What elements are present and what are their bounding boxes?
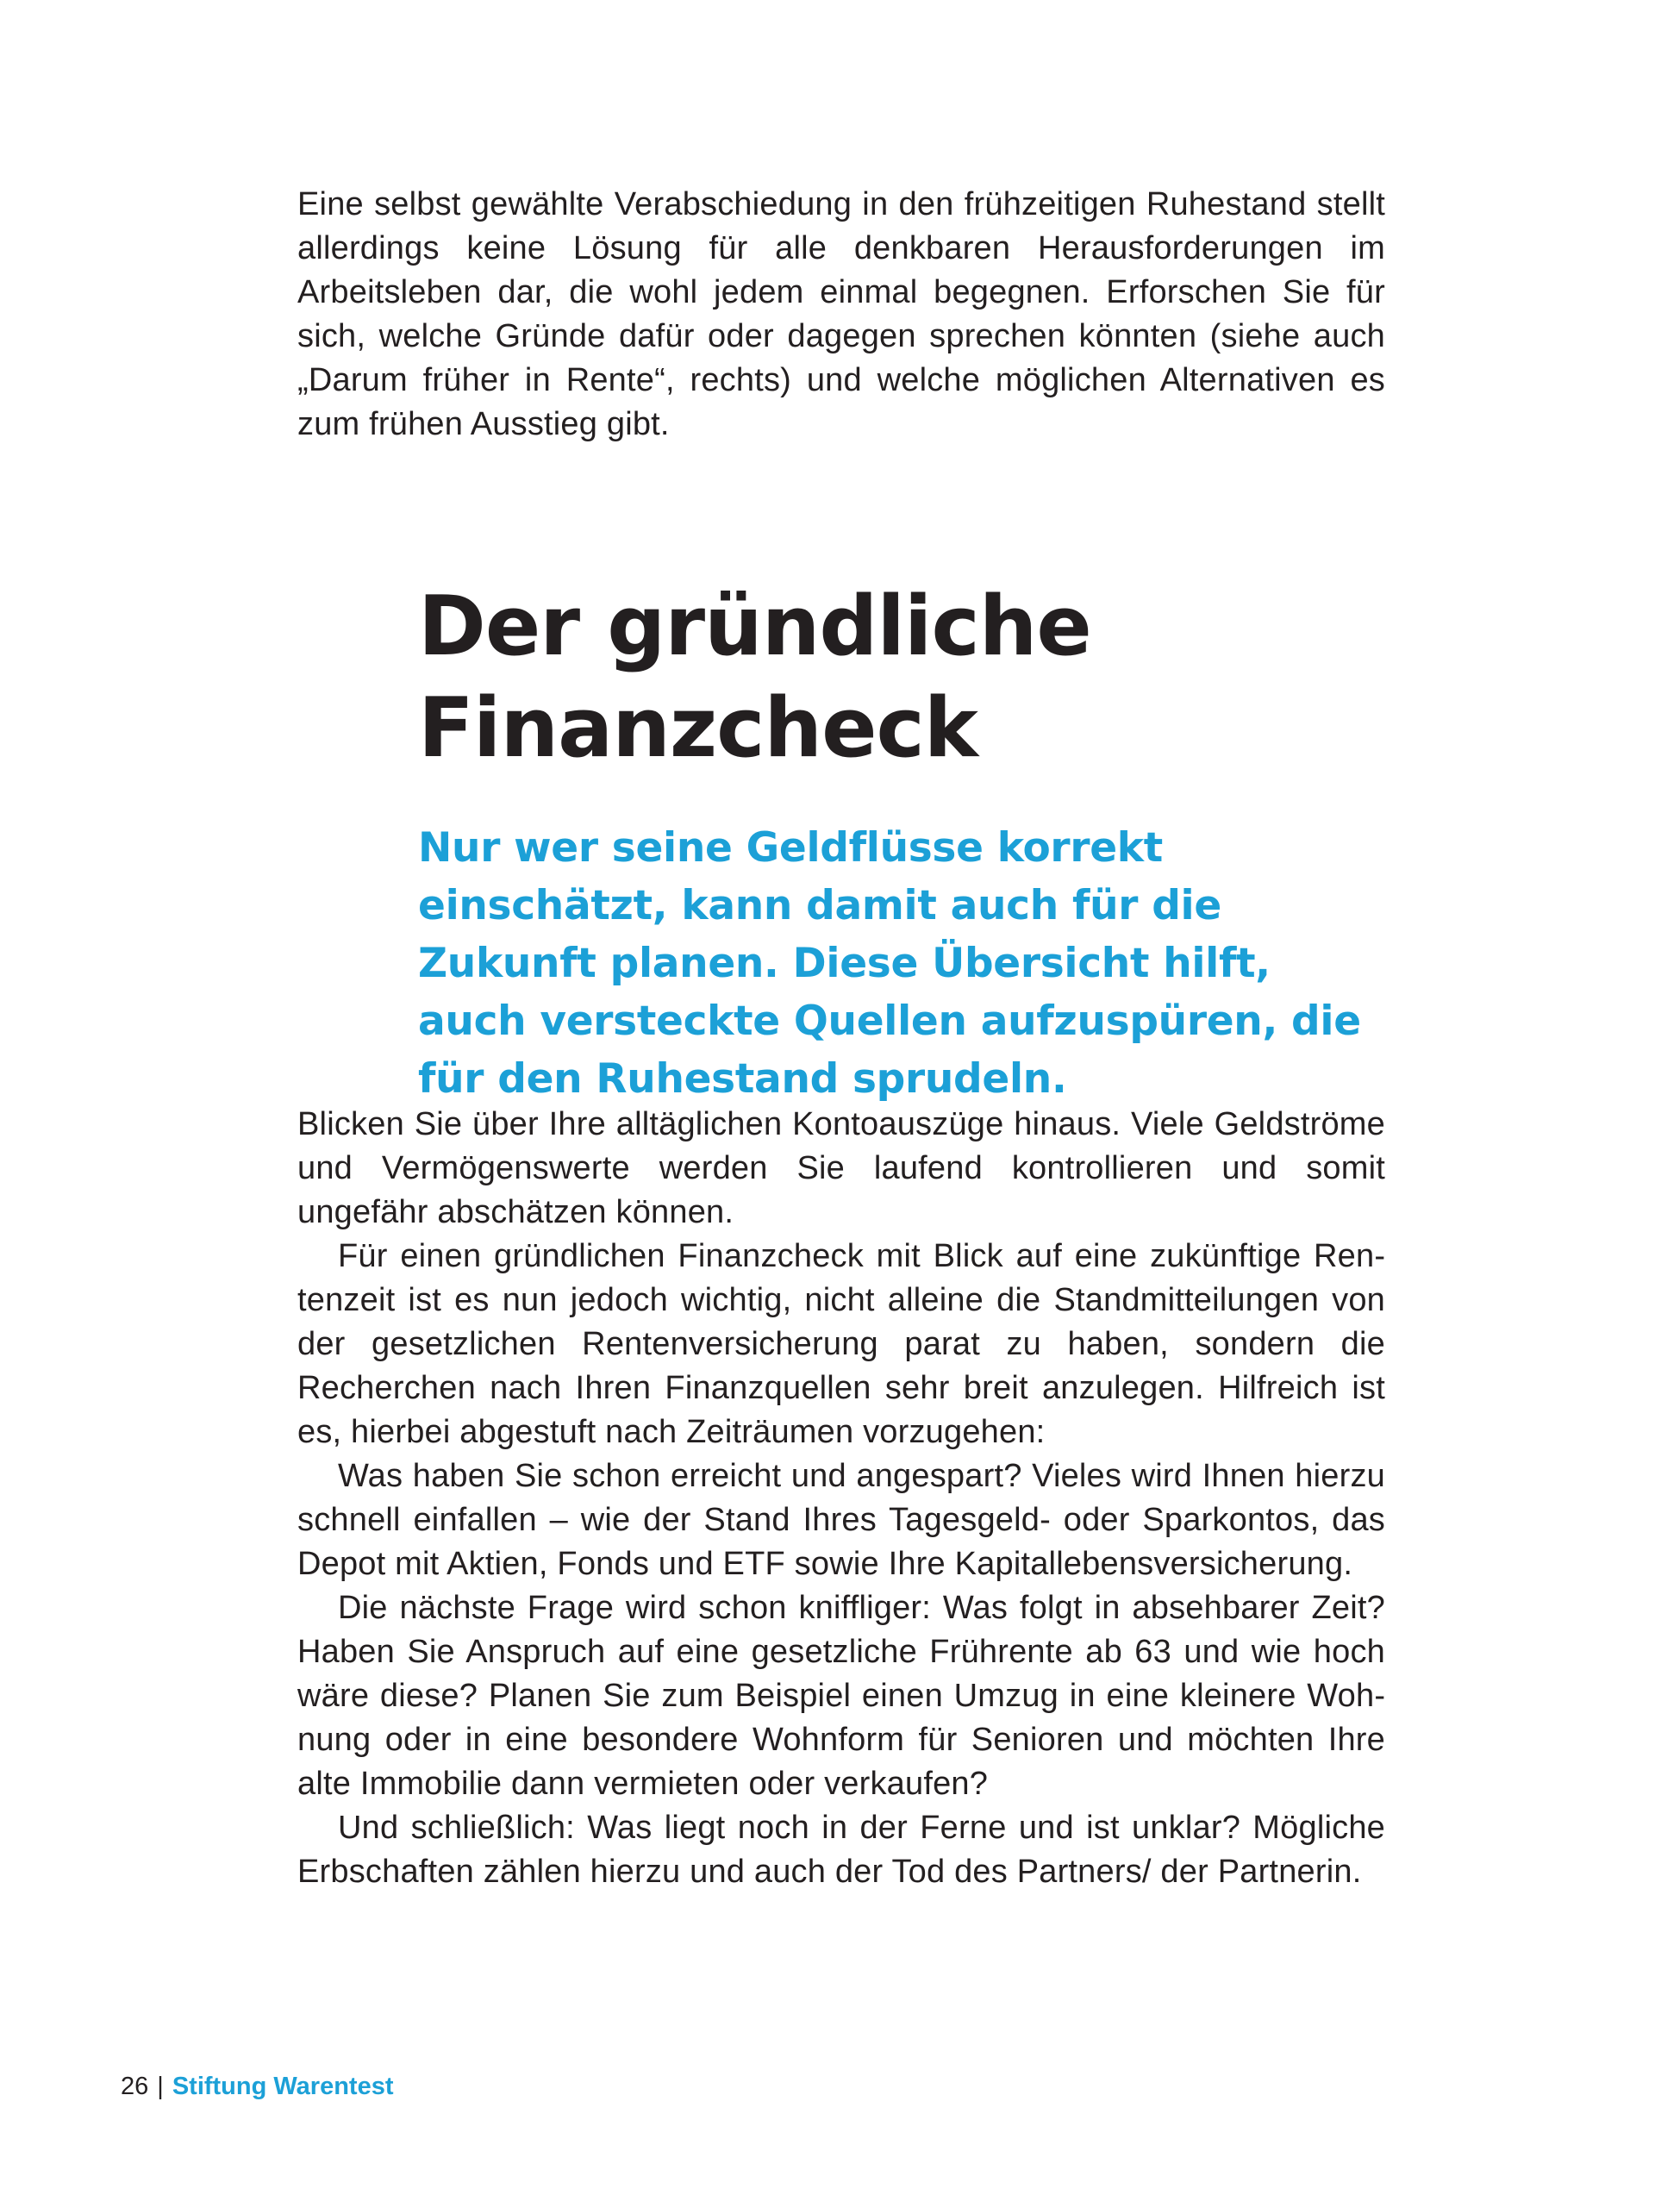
- heading-line-2: Finanzcheck: [418, 681, 977, 776]
- body-paragraph-1: Blicken Sie über Ihre alltäglichen Kontoauszüge hinaus. Viele Geldströme und Vermögenswerte werden Sie laufend kontrollieren und somit ungefähr abschätzen können.: [297, 1106, 1385, 1230]
- body-paragraph-4: Die nächste Frage wird schon kniffliger: Was folgt in absehbarer Zeit? Haben Sie Anspruch auf eine gesetzliche Frührente ab 63 und wie hoch wäre diese? Planen Sie zum Beispiel einen Umzug in eine kleinere Wohnung oder in eine besondere Wohnform für Senioren und möchten Ihre alte Immobilie dann vermieten oder verkaufen?: [297, 1590, 1385, 1802]
- heading-line-1: Der gründliche: [418, 579, 1091, 674]
- brand-name: Stiftung Warentest: [172, 2073, 394, 2100]
- intro-paragraph: Eine selbst gewählte Verabschiedung in den frühzeitigen Ruhestand stellt allerdings keine Lösung für alle denkbaren Herausforderungen im Arbeitsleben dar, die wohl jedem einmal begegnen. Erforschen Sie für sich, welche Gründe dafür oder dagegen sprechen könnten (siehe auch „Darum früher in Rente“, rechts) und welche möglichen Alternativen es zum frühen Ausstieg gibt.: [297, 186, 1385, 442]
- footer-separator: |: [157, 2073, 164, 2100]
- page-number: 26: [121, 2073, 149, 2100]
- lead-paragraph: Nur wer seine Geldflüsse korrekt einschätzt, kann damit auch für die Zukunft planen. Diese Übersicht hilft, auch versteckte Quellen aufzuspüren, die für den Ruhestand sprudeln.: [418, 824, 1361, 1103]
- body-text: [297, 1103, 1385, 1894]
- body-paragraph-3: Was haben Sie schon erreicht und angespart? Vieles wird Ihnen hierzu schnell einfallen – wie der Stand Ihres Tagesgeld- oder Sparkontos, das Depot mit Aktien, Fonds und ETF sowie Ihre Kapitallebensversicherung.: [297, 1458, 1385, 1582]
- section-heading: [418, 576, 1280, 779]
- body-paragraph-2: Für einen gründlichen Finanzcheck mit Blick auf eine zukünftige Rentenzeit ist es nun jedoch wichtig, nicht alleine die Standmitteilungen von der gesetzlichen Rentenversicherung parat zu haben, sondern die Recherchen nach Ihren Finanzquellen sehr breit anzulegen. Hilfreich ist es, hierbei abgestuft nach Zeiträumen vorzugehen:: [297, 1238, 1385, 1450]
- page-footer: [121, 2069, 394, 2104]
- body-paragraph-5: Und schließlich: Was liegt noch in der Ferne und ist unklar? Mögliche Erbschaften zählen hierzu und auch der Tod des Partners/ der Partnerin.: [297, 1810, 1385, 1890]
